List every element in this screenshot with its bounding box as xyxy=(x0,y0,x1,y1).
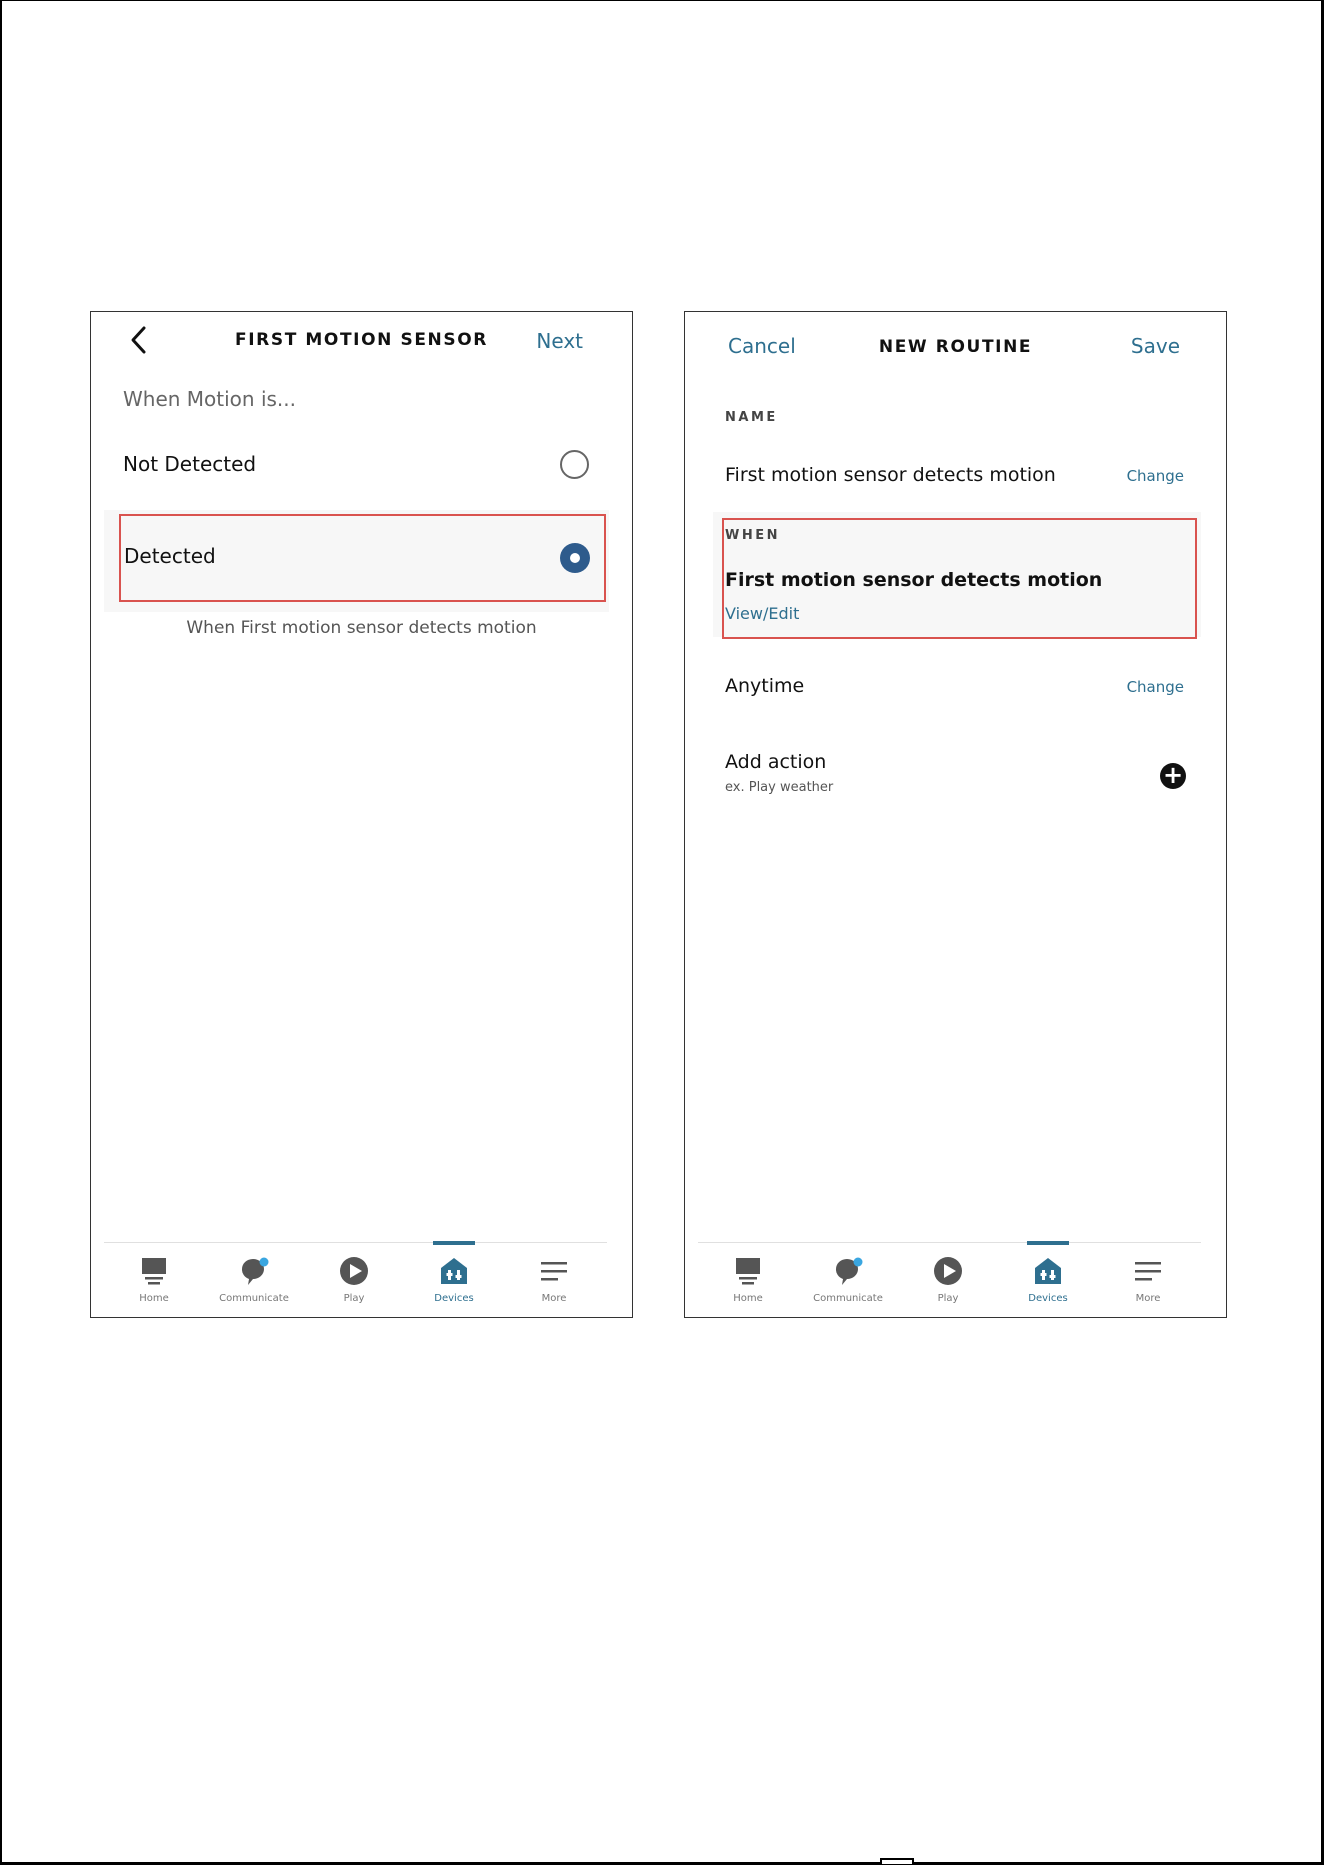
time-value: Anytime xyxy=(725,675,805,697)
routine-name: First motion sensor detects motion xyxy=(725,464,1056,486)
tab-devices[interactable] xyxy=(404,1243,504,1318)
play-icon xyxy=(932,1255,964,1287)
tab-more[interactable] xyxy=(1098,1243,1198,1318)
option-not-detected[interactable] xyxy=(91,422,633,494)
page-bottom-rule xyxy=(0,1862,1324,1865)
tab-more[interactable] xyxy=(504,1243,604,1318)
tab-home[interactable] xyxy=(698,1243,798,1318)
active-tab-indicator xyxy=(1027,1241,1069,1245)
communicate-icon xyxy=(238,1255,270,1287)
tab-devices[interactable] xyxy=(998,1243,1098,1318)
tab-label: Communicate xyxy=(813,1293,883,1304)
save-button[interactable]: Save xyxy=(1130,334,1180,358)
tab-home[interactable] xyxy=(104,1243,204,1318)
option-detected[interactable] xyxy=(119,514,606,602)
tab-play[interactable] xyxy=(304,1243,404,1318)
option-label: Not Detected xyxy=(123,452,257,476)
tab-label: More xyxy=(1135,1293,1161,1304)
add-action-plus-icon[interactable]: + xyxy=(1160,763,1186,789)
change-name-button[interactable]: Change xyxy=(1126,467,1184,485)
bottom-tab-bar xyxy=(698,1242,1201,1318)
option-label: Detected xyxy=(124,544,216,568)
new-routine-screen xyxy=(684,311,1227,1318)
communicate-icon xyxy=(832,1255,864,1287)
add-action-hint: ex. Play weather xyxy=(725,780,834,795)
page-bottom-mark xyxy=(880,1858,914,1864)
view-edit-link[interactable]: View/Edit xyxy=(725,604,800,623)
tab-label: Home xyxy=(733,1293,763,1304)
next-button[interactable]: Next xyxy=(536,329,583,353)
trigger-summary: When First motion sensor detects motion xyxy=(186,618,537,638)
trigger-description: First motion sensor detects motion xyxy=(725,569,1103,591)
change-time-button[interactable]: Change xyxy=(1126,678,1184,696)
play-icon xyxy=(338,1255,370,1287)
home-icon xyxy=(138,1255,170,1287)
when-section-label: WHEN xyxy=(725,528,780,543)
screen-title: FIRST MOTION SENSOR xyxy=(235,330,488,350)
bottom-tab-bar xyxy=(104,1242,607,1318)
tab-play[interactable] xyxy=(898,1243,998,1318)
devices-icon xyxy=(1032,1255,1064,1287)
active-tab-indicator xyxy=(433,1241,475,1245)
add-action-title: Add action xyxy=(725,751,827,773)
tab-label: More xyxy=(541,1293,567,1304)
screen-title: NEW ROUTINE xyxy=(878,337,1033,357)
more-icon xyxy=(538,1255,570,1287)
name-section-label: NAME xyxy=(725,410,778,425)
tab-label: Devices xyxy=(434,1293,474,1304)
tab-communicate[interactable] xyxy=(798,1243,898,1318)
tab-communicate[interactable] xyxy=(204,1243,304,1318)
radio-selected-icon[interactable] xyxy=(560,543,590,573)
devices-icon xyxy=(438,1255,470,1287)
motion-sensor-screen xyxy=(90,311,633,1318)
more-icon xyxy=(1132,1255,1164,1287)
tab-label: Devices xyxy=(1028,1293,1068,1304)
tab-label: Play xyxy=(937,1293,959,1304)
home-icon xyxy=(732,1255,764,1287)
motion-prompt: When Motion is... xyxy=(123,387,296,411)
tab-label: Home xyxy=(139,1293,169,1304)
radio-unselected-icon[interactable] xyxy=(560,450,589,479)
cancel-button[interactable]: Cancel xyxy=(728,334,796,358)
tab-label: Play xyxy=(343,1293,365,1304)
tab-label: Communicate xyxy=(219,1293,289,1304)
